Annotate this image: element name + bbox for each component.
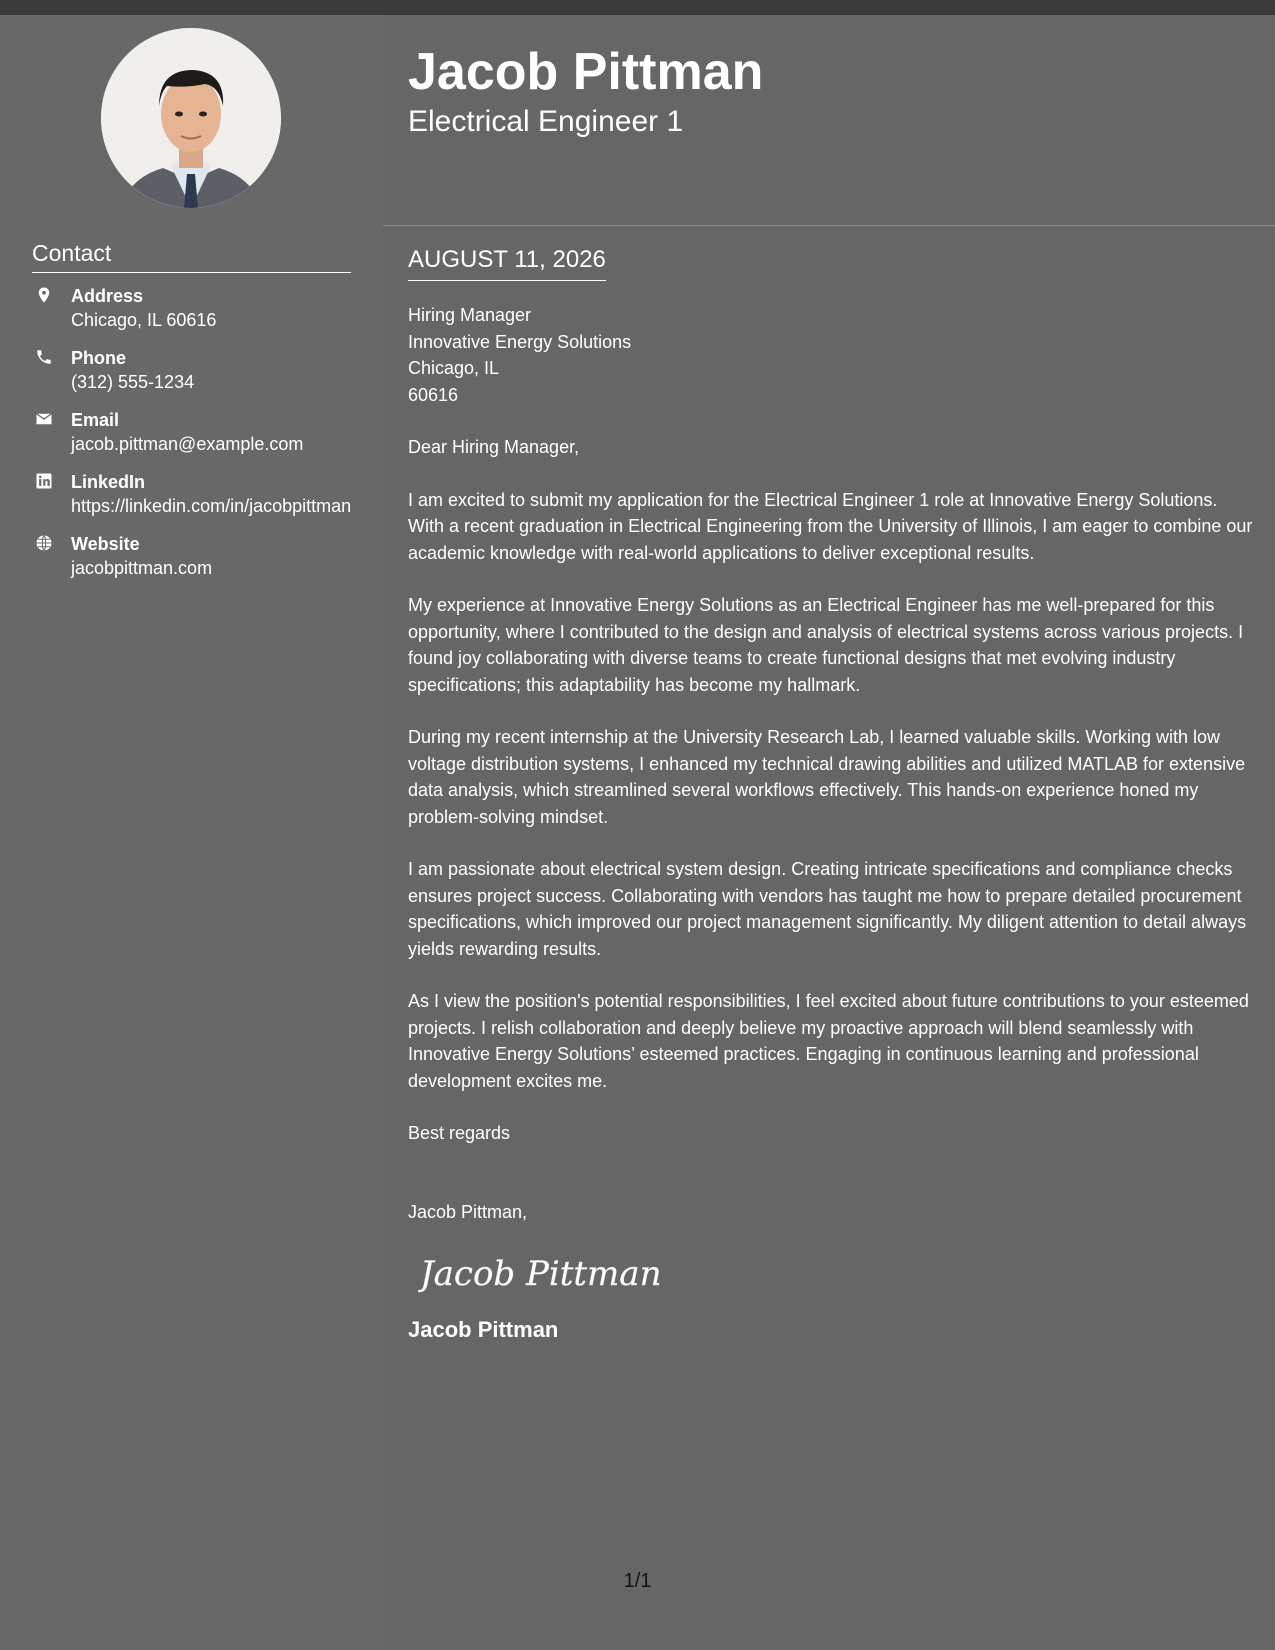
applicant-name: Jacob Pittman <box>408 43 764 101</box>
contact-value: Chicago, IL 60616 <box>71 310 217 330</box>
letter-body <box>408 302 1253 1345</box>
letter-paragraph: I am excited to submit my application for the Electrical Engineer 1 role at Innovative Energy Solutions. With a recent graduation in Electrical Engineering from the University of Illinois, I am eager to combine our academic knowledge with real-world applications to deliver exceptional results. <box>408 489 1253 563</box>
contact-phone <box>32 346 352 394</box>
contact-address <box>32 284 352 332</box>
letter-paragraph: As I view the position's potential responsibilities, I feel excited about future contributions to your esteemed projects. I relish collaboration and deeply believe my proactive approach will blend seamlessly with Innovative Energy Solutions’ esteemed practices. Engaging in continuous learning and professional development excites me. <box>408 991 1249 1091</box>
recipient-line: 60616 <box>408 384 459 405</box>
contact-label: Email <box>71 410 120 430</box>
contact-value: (312) 555-1234 <box>71 372 195 392</box>
recipient-line: Hiring Manager <box>408 305 532 325</box>
envelope-icon <box>35 410 53 428</box>
contact-value[interactable]: https://linkedin.com/in/jacobpittman <box>71 496 352 516</box>
header-divider <box>383 225 1275 226</box>
contact-website <box>32 532 352 580</box>
phone-icon <box>35 348 53 366</box>
linkedin-icon <box>35 472 53 490</box>
signature-text: Jacob Pittman <box>420 1254 662 1294</box>
recipient-line: Innovative Energy Solutions <box>408 331 632 352</box>
sign-off-name: Jacob Pittman, <box>408 1201 528 1222</box>
typed-name: Jacob Pittman <box>408 1317 559 1342</box>
contact-label: LinkedIn <box>71 472 146 492</box>
letter-paragraph: During my recent internship at the University Research Lab, I learned valuable skills. Working with low voltage distribution systems, I enhanced my technical drawing abilities and utilized MATLAB for extensive data analysis, which streamlined several workflows effectively. This hands-on experience honed my problem-solving mindset. <box>408 727 1246 827</box>
salutation: Dear Hiring Manager, <box>408 437 580 457</box>
location-pin-icon <box>35 286 53 304</box>
recipient-line: Chicago, IL <box>408 358 500 378</box>
contact-label: Website <box>71 534 140 554</box>
page-number: 1/1 <box>623 1570 652 1592</box>
letter-date: AUGUST 11, 2026 <box>408 244 606 281</box>
globe-icon <box>35 534 53 552</box>
contact-linkedin <box>32 470 352 518</box>
signature-image <box>418 1241 1253 1301</box>
letter-paragraph: My experience at Innovative Energy Solutions as an Electrical Engineer has me well-prepared for this opportunity, where I contributed to the design and analysis of electrical systems across various projects. I found joy collaborating with diverse teams to create functional designs that met evolving industry specifications; this adaptability has become my hallmark. <box>408 595 1244 695</box>
applicant-title: Electrical Engineer 1 <box>408 105 684 138</box>
contact-value[interactable]: jacobpittman.com <box>71 558 213 578</box>
avatar-illustration <box>101 28 281 208</box>
profile-photo <box>101 28 281 208</box>
letter-paragraph: I am passionate about electrical system design. Creating intricate specifications and compliance checks ensures project success. Collaborating with vendors has taught me how to prepare detailed procurement specifications, which improved our project management significantly. My diligent attention to detail always yields rewarding results. <box>408 859 1247 959</box>
contact-heading: Contact <box>32 240 351 273</box>
recipient-block <box>408 302 1253 408</box>
contact-email <box>32 408 352 456</box>
closing: Best regards <box>408 1123 511 1143</box>
contact-label: Phone <box>71 348 127 368</box>
contact-label: Address <box>71 286 144 306</box>
contact-value[interactable]: jacob.pittman@example.com <box>71 434 304 454</box>
contact-list <box>32 284 352 594</box>
top-bar <box>0 0 1275 15</box>
